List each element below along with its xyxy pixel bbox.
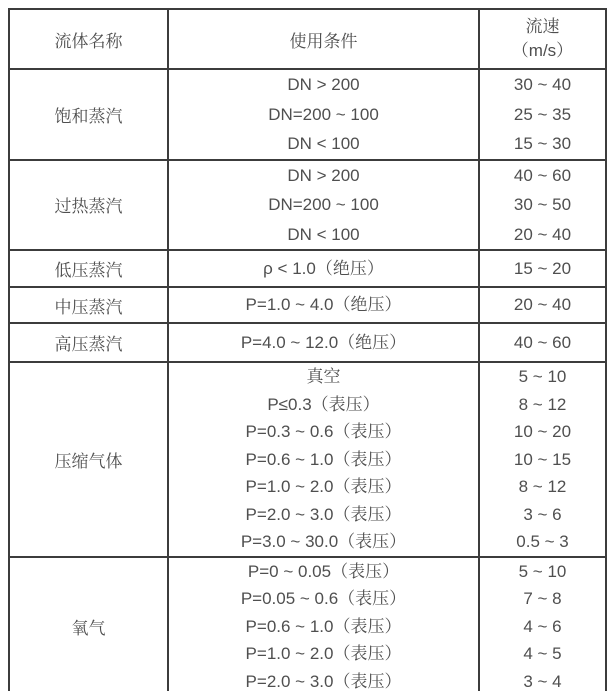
- velocities-cell: [479, 69, 606, 160]
- header-velocity-line1: 流速: [525, 17, 560, 36]
- condition-line: P=0.3 ~ 0.6（表压）: [245, 422, 402, 441]
- fluid-name-cell: 饱和蒸汽: [9, 69, 168, 160]
- velocities-cell: [479, 160, 606, 251]
- fluid-name-cell: 氧气: [9, 557, 168, 691]
- velocities-cell: [479, 362, 606, 557]
- conditions-cell: [168, 250, 479, 287]
- table-row-medium-pressure-steam: [9, 287, 606, 323]
- velocity-line: 8 ~ 12: [518, 394, 567, 414]
- condition-line: P=1.0 ~ 4.0（绝压）: [245, 295, 402, 315]
- condition-line: P=0 ~ 0.05（表压）: [247, 561, 400, 581]
- table-row-saturated-steam: [9, 69, 606, 160]
- condition-line: DN < 100: [287, 224, 360, 244]
- fluid-name-cell: 高压蒸汽: [9, 323, 168, 362]
- condition-line: DN > 200: [287, 75, 360, 94]
- table-header-row: [9, 9, 606, 69]
- conditions-cell: [168, 557, 479, 691]
- conditions-cell: [168, 160, 479, 251]
- velocity-line: 30 ~ 40: [513, 75, 572, 94]
- condition-line: P=1.0 ~ 2.0（表压）: [245, 644, 402, 663]
- condition-line: DN=200 ~ 100: [268, 104, 379, 124]
- condition-line: P=4.0 ~ 12.0（绝压）: [240, 332, 407, 352]
- fluid-name-cell: 压缩气体: [9, 362, 168, 557]
- conditions-cell: [168, 362, 479, 557]
- velocity-line: 15 ~ 30: [513, 134, 572, 153]
- velocity-line: 10 ~ 15: [513, 449, 572, 469]
- velocities-cell: [479, 323, 606, 362]
- velocity-line: 15 ~ 20: [513, 258, 572, 278]
- header-fluid-name: 流体名称: [9, 9, 168, 69]
- velocity-line: 10 ~ 20: [513, 422, 572, 441]
- velocity-line: 3 ~ 6: [523, 504, 562, 524]
- velocity-line: 25 ~ 35: [513, 104, 572, 124]
- condition-line: P≤0.3（表压）: [267, 394, 380, 414]
- table-row-compressed-gas: [9, 362, 606, 557]
- velocities-cell: [479, 557, 606, 691]
- condition-line: 真空: [306, 367, 341, 386]
- conditions-cell: [168, 323, 479, 362]
- velocity-line: 5 ~ 10: [518, 367, 567, 386]
- velocity-line: 8 ~ 12: [518, 477, 567, 496]
- condition-line: P=3.0 ~ 30.0（表压）: [240, 532, 407, 551]
- velocity-line: 0.5 ~ 3: [516, 532, 569, 551]
- condition-line: P=0.05 ~ 0.6（表压）: [240, 589, 407, 608]
- velocity-line: 30 ~ 50: [513, 195, 572, 214]
- velocity-line: 4 ~ 5: [523, 644, 562, 663]
- header-conditions: 使用条件: [168, 9, 479, 69]
- fluid-name-cell: 过热蒸汽: [9, 160, 168, 251]
- header-velocity-line2: （m/s）: [511, 41, 574, 60]
- condition-line: ρ < 1.0（绝压）: [263, 258, 384, 278]
- condition-line: DN < 100: [287, 134, 360, 153]
- velocity-line: 40 ~ 60: [513, 332, 572, 352]
- velocity-line: 4 ~ 6: [523, 616, 562, 636]
- condition-line: P=1.0 ~ 2.0（表压）: [245, 477, 402, 496]
- fluid-name-cell: 低压蒸汽: [9, 250, 168, 287]
- velocities-cell: [479, 250, 606, 287]
- table-row-oxygen: [9, 557, 606, 691]
- table-row-low-pressure-steam: [9, 250, 606, 287]
- conditions-cell: [168, 69, 479, 160]
- header-velocity: [479, 9, 606, 69]
- velocity-line: 5 ~ 10: [518, 561, 567, 581]
- velocity-line: 40 ~ 60: [513, 165, 572, 185]
- fluid-name-cell: 中压蒸汽: [9, 287, 168, 323]
- condition-line: P=2.0 ~ 3.0（表压）: [245, 671, 402, 691]
- velocity-line: 3 ~ 4: [523, 671, 562, 691]
- fluid-velocity-table: [8, 8, 607, 691]
- table-row-superheated-steam: [9, 160, 606, 251]
- velocity-line: 20 ~ 40: [513, 295, 572, 315]
- table-row-high-pressure-steam: [9, 323, 606, 362]
- condition-line: P=0.6 ~ 1.0（表压）: [245, 616, 402, 636]
- velocities-cell: [479, 287, 606, 323]
- condition-line: DN=200 ~ 100: [268, 195, 379, 214]
- condition-line: DN > 200: [287, 165, 360, 185]
- velocity-line: 20 ~ 40: [513, 224, 572, 244]
- condition-line: P=0.6 ~ 1.0（表压）: [245, 449, 402, 469]
- condition-line: P=2.0 ~ 3.0（表压）: [245, 504, 402, 524]
- velocity-line: 7 ~ 8: [523, 589, 562, 608]
- conditions-cell: [168, 287, 479, 323]
